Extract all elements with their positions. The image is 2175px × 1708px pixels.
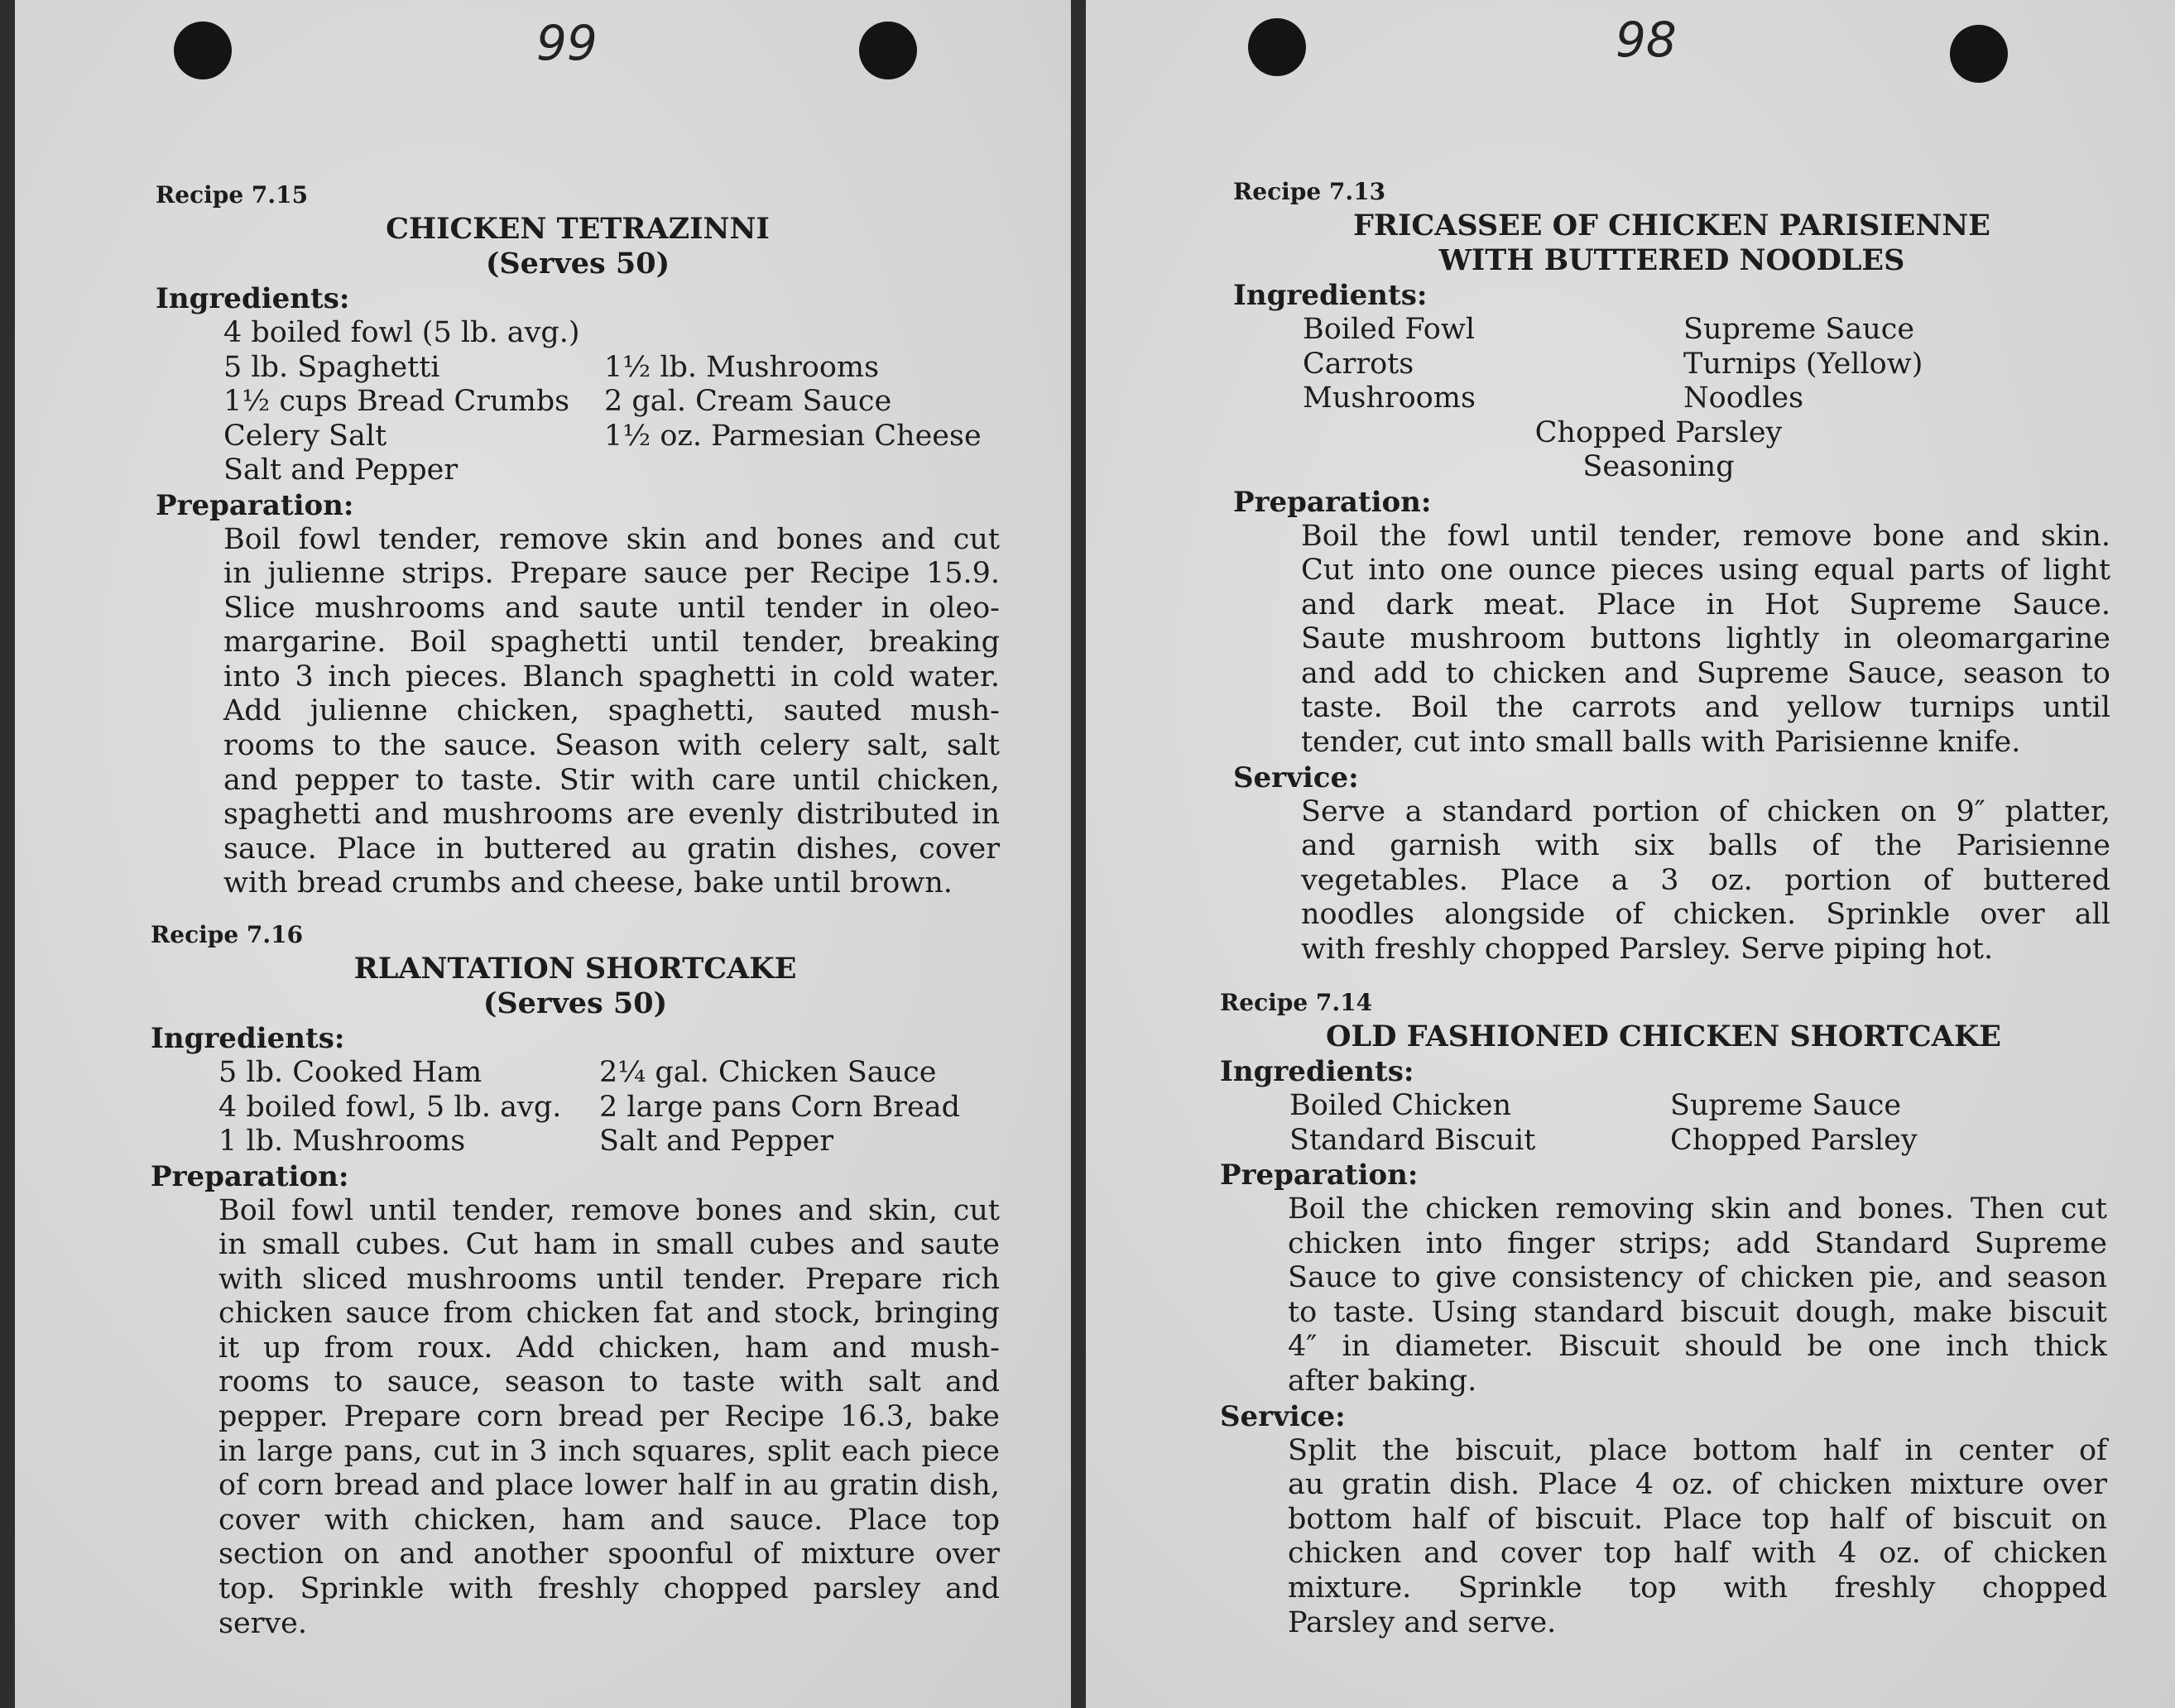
text-line: mixture. Sprinkle top with freshly chopped [1288,1571,2107,1605]
ingredients-list [218,1056,1000,1159]
ingredient-item: Turnips (Yellow) [1683,347,1923,381]
text-line: Serve a standard portion of chicken on 9″ platter, [1301,794,2110,828]
text-line: and garnish with six balls of the Parisienne [1301,829,2110,863]
text-line: tender, cut into small balls with Parisienne knife. [1301,726,2021,760]
text-line: in large pans, cut in 3 inch squares, split each piece [218,1434,1000,1468]
ingredient-item: Boiled Fowl [1303,313,1476,346]
ingredient-item: Seasoning [1582,450,1735,483]
recipe-number: Recipe 7.16 [151,921,304,948]
text-line: Boil fowl until tender, remove bones and skin, cut [218,1193,1000,1227]
text-line: rooms to the sauce. Season with celery salt, salt [223,729,1000,763]
page-number: 98 [1616,12,1677,68]
recipe-number: Recipe 7.13 [1233,178,1386,205]
recipe-number: Recipe 7.15 [156,181,309,209]
text-line: section on and another spoonful of mixture over [218,1538,1000,1571]
preparation-heading: Preparation: [156,488,354,522]
preparation-text [223,523,1000,902]
ingredient-item: Supreme Sauce [1670,1089,1902,1122]
ingredient-item [604,316,1000,351]
ingredients-list [1303,313,2110,416]
text-line: Slice mushrooms and saute until tender in oleo- [223,591,1000,625]
text-line: Boil the chicken removing skin and bones. Then cut [1288,1192,2107,1226]
text-line: to taste. Using standard biscuit dough, make biscuit [1288,1295,2107,1329]
text-line: Saute mushroom buttons lightly in oleomargarine [1301,622,2110,656]
recipe-serves: (Serves 50) [485,247,670,281]
ingredients-list [223,316,1000,488]
ingredients-list [1289,1089,2107,1158]
recipe-title-line: WITH BUTTERED NOODLES [1438,243,1905,277]
punch-hole [1950,25,2008,83]
recipe-title: RLANTATION SHORTCAKE [353,952,797,986]
ingredient-item: Supreme Sauce [1683,313,1915,346]
text-line: sauce. Place in buttered au gratin dishes, cover [223,832,1000,866]
text-line: bottom half of biscuit. Place top half of biscuit on [1288,1502,2107,1536]
ingredient-item [604,453,1000,488]
text-line: with sliced mushrooms until tender. Prepare rich [218,1262,1000,1296]
text-line: Parsley and serve. [1288,1605,1557,1639]
ingredient-item: 1½ oz. Parmesian Cheese [604,419,982,453]
service-text [1301,795,2110,967]
recipe-number: Recipe 7.14 [1220,989,1373,1016]
recipe-card-right [1086,0,2175,1708]
text-line: Cut into one ounce pieces using equal parts of light [1301,554,2110,588]
text-line: pepper. Prepare corn bread per Recipe 16.3, bake [218,1400,1000,1434]
punch-hole [174,22,232,79]
recipe-7-16 [151,919,1000,1641]
ingredient-item: 4 boiled fowl (5 lb. avg.) [223,316,580,349]
ingredients-heading: Ingredients: [1220,1055,1414,1088]
recipe-card-left [15,0,1071,1708]
text-line: chicken into finger strips; add Standard Supreme [1288,1226,2107,1260]
ingredient-item: Salt and Pepper [223,453,459,487]
recipe-7-15 [156,179,1000,901]
text-line: cover with chicken, ham and sauce. Place top [218,1503,1000,1537]
preparation-heading: Preparation: [1220,1159,1419,1192]
text-line: serve. [218,1606,308,1640]
ingredient-item: Carrots [1303,347,1414,381]
text-line: with freshly chopped Parsley. Serve piping hot. [1301,933,1994,967]
ingredient-item: Mushrooms [1303,381,1476,415]
text-line: in julienne strips. Prepare sauce per Recipe 15.9. [223,557,1000,591]
recipe-title: OLD FASHIONED CHICKEN SHORTCAKE [1326,1020,2001,1053]
ingredient-item: Celery Salt [223,419,387,453]
punch-hole [1248,18,1306,76]
text-line: after baking. [1288,1364,1477,1398]
recipe-7-13 [1233,175,2110,967]
ingredient-item: 2 large pans Corn Bread [599,1090,961,1124]
recipe-title-line: FRICASSEE OF CHICKEN PARISIENNE [1353,209,1990,242]
preparation-text [218,1194,1000,1642]
preparation-text [1301,520,2110,760]
ingredient-item: 1 lb. Mushrooms [218,1125,466,1158]
ingredient-item: 1½ lb. Mushrooms [604,350,880,384]
service-text [1288,1434,2107,1641]
preparation-heading: Preparation: [1233,485,1432,519]
text-line: it up from roux. Add chicken, ham and mush- [218,1331,1000,1365]
ingredient-item: Chopped Parsley [1670,1123,1918,1157]
ingredients-heading: Ingredients: [151,1022,345,1055]
text-line: in small cubes. Cut ham in small cubes and saute [218,1228,1000,1262]
text-line: into 3 inch pieces. Blanch spaghetti in cold water. [223,660,1000,693]
preparation-text [1288,1192,2107,1399]
text-line: Boil fowl tender, remove skin and bones and cut [223,522,1000,556]
text-line: au gratin dish. Place 4 oz. of chicken mixture over [1288,1468,2107,1502]
text-line: Boil the fowl until tender, remove bone and skin. [1301,519,2110,553]
text-line: noodles alongside of chicken. Sprinkle over all [1301,898,2110,932]
text-line: taste. Boil the carrots and yellow turnips until [1301,691,2110,725]
recipe-title: CHICKEN TETRAZINNI [386,212,770,246]
ingredient-item: 5 lb. Cooked Ham [218,1056,483,1089]
text-line: rooms to sauce, season to taste with salt and [218,1365,1000,1399]
text-line: with bread crumbs and cheese, bake until brown. [223,866,953,900]
recipe-7-14 [1220,986,2107,1640]
recipe-serves: (Serves 50) [483,986,668,1020]
text-line: and add to chicken and Supreme Sauce, season to [1301,656,2110,690]
text-line: margarine. Boil spaghetti until tender, breaking [223,626,1000,660]
text-line: spaghetti and mushrooms are evenly distributed in [223,798,1000,832]
text-line: 4″ in diameter. Biscuit should be one inch thick [1288,1330,2107,1364]
ingredient-item: 1½ cups Bread Crumbs [223,385,570,418]
ingredient-item: Noodles [1683,381,1804,415]
page-number: 99 [536,15,598,71]
text-line: vegetables. Place a 3 oz. portion of buttered [1301,863,2110,897]
punch-hole [859,22,917,79]
ingredient-item: Standard Biscuit [1289,1123,1536,1157]
ingredient-item: 4 boiled fowl, 5 lb. avg. [218,1090,562,1124]
text-line: of corn bread and place lower half in au gratin dish, [218,1469,1000,1503]
ingredient-item: 5 lb. Spaghetti [223,350,440,384]
ingredient-item: Salt and Pepper [599,1125,834,1158]
ingredients-heading: Ingredients: [156,282,350,315]
preparation-heading: Preparation: [151,1159,349,1193]
text-line: chicken sauce from chicken fat and stock, bringing [218,1297,1000,1331]
service-heading: Service: [1220,1399,1346,1433]
text-line: Add julienne chicken, spaghetti, sauted mush- [223,694,1000,728]
text-line: Split the biscuit, place bottom half in center of [1288,1433,2107,1467]
ingredient-item: Chopped Parsley [1534,415,1783,449]
service-heading: Service: [1233,760,1359,794]
ingredient-item: Boiled Chicken [1289,1089,1512,1122]
text-line: and dark meat. Place in Hot Supreme Sauce. [1301,588,2110,621]
ingredient-item: 2 gal. Cream Sauce [604,385,892,418]
text-line: chicken and cover top half with 4 oz. of chicken [1288,1537,2107,1571]
text-line: top. Sprinkle with freshly chopped parsley and [218,1572,1000,1606]
text-line: Sauce to give consistency of chicken pie, and season [1288,1261,2107,1295]
ingredient-item: 2¼ gal. Chicken Sauce [599,1056,937,1089]
ingredients-heading: Ingredients: [1233,279,1428,312]
text-line: and pepper to taste. Stir with care until chicken, [223,763,1000,797]
